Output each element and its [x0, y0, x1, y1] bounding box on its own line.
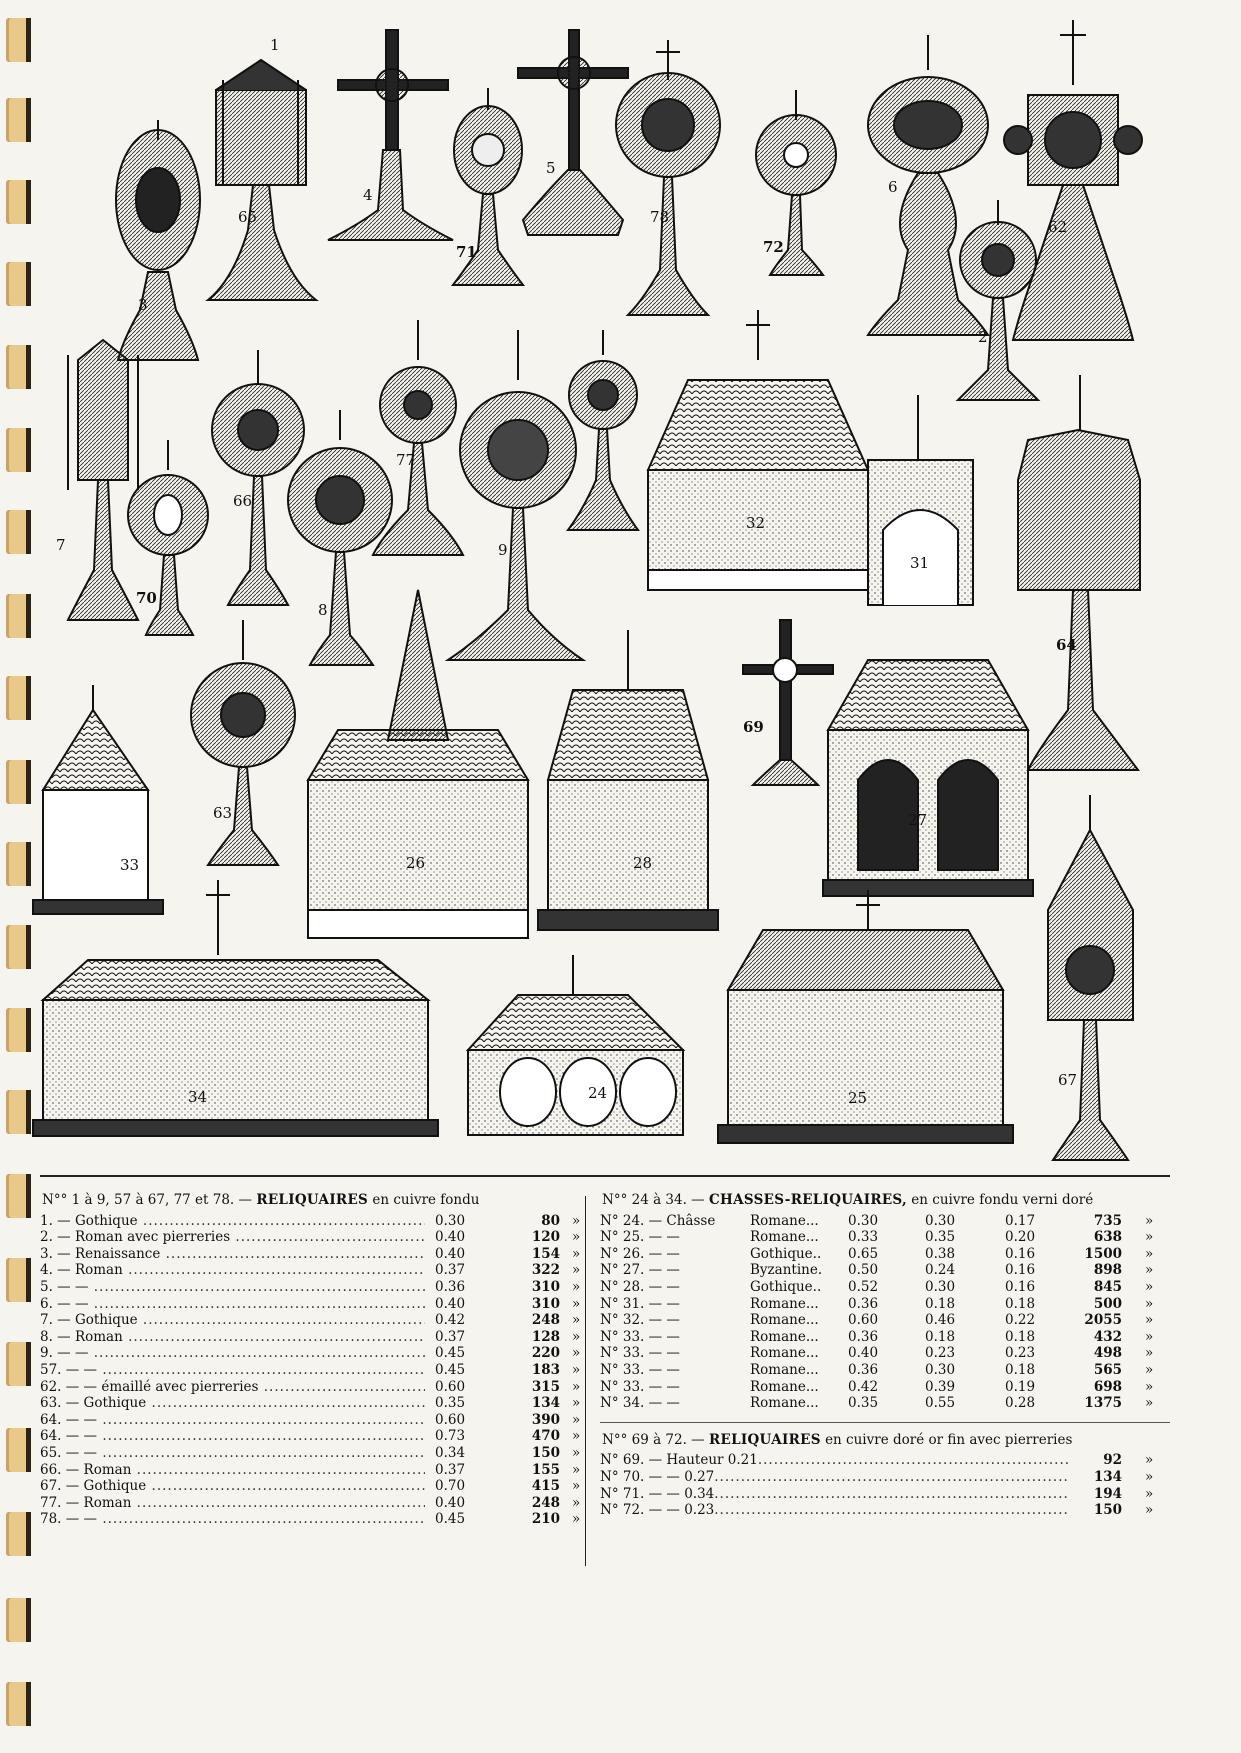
item-width: 0.22 — [1005, 1312, 1036, 1329]
item-mark: » — [1145, 1361, 1154, 1378]
item-mark: » — [572, 1395, 581, 1412]
item-price: 565 — [1093, 1361, 1122, 1378]
item-length: 0.18 — [925, 1328, 956, 1345]
price-tables — [40, 1192, 1170, 1572]
fig-number-33: 33 — [120, 856, 140, 874]
item-price: 150 — [531, 1444, 560, 1461]
fig-number-77: 77 — [396, 451, 416, 469]
chasse-33 — [33, 685, 163, 914]
item-dimension: 0.45 — [435, 1345, 466, 1362]
item-dimension: 0.37 — [435, 1262, 466, 1279]
item-style: Romane... — [750, 1212, 819, 1229]
item-price: 150 — [1093, 1502, 1122, 1519]
item-number: N° 28. — — — [600, 1278, 680, 1295]
item-label: 7. — Gothique ..... — [40, 1312, 425, 1329]
item-price: 638 — [1093, 1229, 1122, 1246]
table-row — [600, 1486, 1170, 1503]
item-dimension: 0.40 — [435, 1295, 466, 1312]
item-style: Gothique.. — [750, 1278, 822, 1295]
fig-number-69: 69 — [743, 718, 764, 736]
item-mark: » — [572, 1212, 581, 1229]
table-row — [600, 1312, 1170, 1329]
chasse-32 — [648, 310, 868, 590]
item-length: 0.38 — [925, 1245, 956, 1262]
item-price: 500 — [1093, 1295, 1122, 1312]
item-dimension: 0.60 — [435, 1378, 466, 1395]
chasse-27 — [823, 660, 1033, 896]
item-price: 1375 — [1084, 1395, 1122, 1412]
item-price: 248 — [531, 1494, 560, 1511]
item-price: 315 — [531, 1378, 560, 1395]
item-mark: » — [572, 1312, 581, 1329]
table-row — [40, 1428, 585, 1445]
item-number: N° 25. — — — [600, 1229, 680, 1246]
item-label: 5. — — ..... — [40, 1279, 425, 1296]
table-row — [40, 1412, 585, 1429]
item-price: 845 — [1093, 1278, 1122, 1295]
reliquary-9 — [448, 330, 583, 660]
item-price: 248 — [531, 1312, 560, 1329]
item-height: 0.40 — [848, 1345, 879, 1362]
item-mark: » — [572, 1428, 581, 1445]
item-number: N° 24. — Châsse — [600, 1212, 716, 1229]
item-label: 67. — Gothique ..... — [40, 1478, 425, 1495]
item-price: 310 — [531, 1278, 560, 1295]
cross-69 — [743, 620, 833, 785]
item-mark: » — [572, 1229, 581, 1246]
table-row — [40, 1495, 585, 1512]
table-row — [600, 1296, 1170, 1313]
item-mark: » — [1145, 1229, 1154, 1246]
item-number: N° 26. — — — [600, 1245, 680, 1262]
item-price: 310 — [531, 1295, 560, 1312]
item-style: Romane... — [750, 1361, 819, 1378]
item-style: Romane... — [750, 1295, 819, 1312]
item-mark: » — [572, 1345, 581, 1362]
fig-number-9: 9 — [498, 541, 508, 559]
table-row — [40, 1345, 585, 1362]
reliquary-6 — [868, 35, 988, 335]
fig-number-1: 1 — [270, 36, 280, 54]
item-length: 0.24 — [925, 1262, 956, 1279]
item-price: 80 — [541, 1212, 560, 1229]
item-style: Byzantine. — [750, 1262, 823, 1279]
fig-number-6: 6 — [888, 178, 898, 196]
item-dimension: 0.73 — [435, 1428, 466, 1445]
fig-number-65: 65 — [238, 208, 258, 226]
reliquary-5 — [518, 30, 628, 235]
item-height: 0.60 — [848, 1312, 879, 1329]
item-height: 0.42 — [848, 1378, 879, 1395]
item-price: 470 — [531, 1428, 560, 1445]
table-row — [40, 1511, 585, 1528]
reliquary-8 — [288, 410, 392, 665]
item-number: N° 32. — — — [600, 1312, 680, 1329]
item-label: 63. — Gothique ..... — [40, 1395, 425, 1412]
item-mark: » — [572, 1444, 581, 1461]
fig-number-2: 2 — [978, 328, 988, 346]
fig-number-26: 26 — [406, 854, 426, 872]
item-mark: » — [1145, 1502, 1154, 1519]
item-mark: » — [572, 1461, 581, 1478]
table-row — [40, 1445, 585, 1462]
reliquary-65 — [208, 60, 316, 300]
item-dimension: 0.30 — [435, 1212, 466, 1229]
table-row — [600, 1262, 1170, 1279]
item-price: 92 — [1103, 1452, 1122, 1469]
item-height: 0.65 — [848, 1245, 879, 1262]
chasses-table — [600, 1192, 1170, 1519]
item-price: 220 — [531, 1345, 560, 1362]
item-width: 0.20 — [1005, 1229, 1036, 1246]
fig-number-4: 4 — [363, 186, 373, 204]
table-row — [40, 1478, 585, 1495]
item-height: 0.35 — [848, 1395, 879, 1412]
item-mark: » — [1145, 1295, 1154, 1312]
table-row — [40, 1279, 585, 1296]
table-row — [600, 1229, 1170, 1246]
item-label: 6. — — ..... — [40, 1296, 425, 1313]
item-label: 78. — — ..... — [40, 1511, 425, 1528]
table-row — [600, 1345, 1170, 1362]
reliquary-67 — [1048, 795, 1133, 1160]
item-dimension: 0.45 — [435, 1511, 466, 1528]
item-price: 134 — [531, 1395, 560, 1412]
item-length: 0.39 — [925, 1378, 956, 1395]
table-row — [600, 1362, 1170, 1379]
column-divider — [585, 1196, 586, 1566]
item-label: N° 70. — — 0.27 ..... — [600, 1469, 1070, 1486]
item-mark: » — [572, 1328, 581, 1345]
item-dimension: 0.34 — [435, 1444, 466, 1461]
item-height: 0.50 — [848, 1262, 879, 1279]
item-price: 390 — [531, 1411, 560, 1428]
table-row — [40, 1213, 585, 1230]
fig-number-71: 71 — [456, 243, 477, 261]
item-mark: » — [572, 1245, 581, 1262]
engraving-plate — [28, 10, 1178, 1165]
item-height: 0.36 — [848, 1295, 879, 1312]
item-label: 62. — — émaillé avec pierreries ..... — [40, 1379, 425, 1396]
item-label: 57. — — ..... — [40, 1362, 425, 1379]
item-height: 0.36 — [848, 1328, 879, 1345]
fig-number-70: 70 — [136, 589, 157, 607]
table-row — [40, 1329, 585, 1346]
item-mark: » — [572, 1378, 581, 1395]
item-width: 0.23 — [1005, 1345, 1036, 1362]
fig-number-72: 72 — [763, 238, 784, 256]
item-length: 0.55 — [925, 1395, 956, 1412]
table-row — [40, 1379, 585, 1396]
item-price: 322 — [531, 1262, 560, 1279]
item-style: Romane... — [750, 1395, 819, 1412]
item-width: 0.17 — [1005, 1212, 1036, 1229]
item-length: 0.30 — [925, 1361, 956, 1378]
chasse-31 — [868, 395, 973, 605]
item-length: 0.30 — [925, 1212, 956, 1229]
item-label: 9. — — ..... — [40, 1345, 425, 1362]
table-row — [40, 1229, 585, 1246]
gilt-heading: N°° 69 à 72. — RELIQUAIRES en cuivre doré or fin avec pierreries — [602, 1431, 1073, 1448]
item-width: 0.18 — [1005, 1295, 1036, 1312]
item-style: Romane... — [750, 1312, 819, 1329]
reliquary-7 — [68, 340, 138, 620]
item-label: N° 72. — — 0.23 ..... — [600, 1502, 1070, 1519]
item-mark: » — [1145, 1312, 1154, 1329]
table-row — [40, 1262, 585, 1279]
item-number: N° 33. — — — [600, 1345, 680, 1362]
item-width: 0.18 — [1005, 1361, 1036, 1378]
fig-number-32: 32 — [746, 514, 766, 532]
item-style: Romane... — [750, 1378, 819, 1395]
item-price: 1500 — [1084, 1245, 1122, 1262]
item-number: N° 33. — — — [600, 1361, 680, 1378]
reliquary-1 — [568, 330, 638, 530]
reliquary-3 — [116, 120, 200, 360]
item-height: 0.52 — [848, 1278, 879, 1295]
item-dimension: 0.40 — [435, 1494, 466, 1511]
item-price: 183 — [531, 1361, 560, 1378]
reliquary-66 — [212, 350, 304, 605]
item-number: N° 33. — — — [600, 1378, 680, 1395]
reliquary-4 — [328, 30, 453, 240]
item-price: 432 — [1093, 1328, 1122, 1345]
fig-number-66: 66 — [233, 492, 253, 510]
reliquaires-table — [40, 1192, 585, 1528]
section-rule — [600, 1422, 1170, 1424]
item-mark: » — [1145, 1262, 1154, 1279]
item-price: 2055 — [1084, 1312, 1122, 1329]
fig-number-62: 62 — [1048, 218, 1068, 236]
item-width: 0.16 — [1005, 1262, 1036, 1279]
item-mark: » — [572, 1494, 581, 1511]
fig-number-5: 5 — [546, 159, 556, 177]
item-label: 2. — Roman avec pierreries ..... — [40, 1229, 425, 1246]
chasses-heading: N°° 24 à 34. — CHASSES-RELIQUAIRES, en cuivre fondu verni doré — [602, 1192, 1094, 1208]
table-row — [600, 1469, 1170, 1486]
item-mark: » — [572, 1278, 581, 1295]
item-mark: » — [1145, 1212, 1154, 1229]
item-mark: » — [572, 1411, 581, 1428]
item-style: Romane... — [750, 1345, 819, 1362]
table-row — [40, 1395, 585, 1412]
item-mark: » — [1145, 1278, 1154, 1295]
item-label: 66. — Roman ..... — [40, 1462, 425, 1479]
item-height: 0.36 — [848, 1361, 879, 1378]
item-dimension: 0.45 — [435, 1361, 466, 1378]
item-mark: » — [1145, 1345, 1154, 1362]
item-label: 3. — Renaissance ..... — [40, 1246, 425, 1263]
item-mark: » — [1145, 1245, 1154, 1262]
item-price: 120 — [531, 1229, 560, 1246]
item-price: 698 — [1093, 1378, 1122, 1395]
table-row — [600, 1452, 1170, 1469]
item-label: N° 69. — Hauteur 0.21 ..... — [600, 1452, 1070, 1469]
table-row — [40, 1362, 585, 1379]
item-label: 64. — — ..... — [40, 1412, 425, 1429]
item-height: 0.30 — [848, 1212, 879, 1229]
table-row — [600, 1502, 1170, 1519]
reliquary-78 — [616, 40, 720, 315]
item-number: N° 31. — — — [600, 1295, 680, 1312]
item-mark: » — [572, 1262, 581, 1279]
fig-number-64: 64 — [1056, 636, 1077, 654]
fig-number-25: 25 — [848, 1089, 868, 1107]
item-mark: » — [1145, 1378, 1154, 1395]
table-row — [40, 1462, 585, 1479]
item-number: N° 33. — — — [600, 1328, 680, 1345]
item-number: N° 27. — — — [600, 1262, 680, 1279]
item-label: 4. — Roman ..... — [40, 1262, 425, 1279]
item-dimension: 0.60 — [435, 1411, 466, 1428]
item-dimension: 0.40 — [435, 1245, 466, 1262]
item-height: 0.33 — [848, 1229, 879, 1246]
item-label: 65. — — ..... — [40, 1445, 425, 1462]
item-dimension: 0.37 — [435, 1461, 466, 1478]
table-row — [600, 1379, 1170, 1396]
item-width: 0.16 — [1005, 1245, 1036, 1262]
item-price: 735 — [1093, 1212, 1122, 1229]
reliquary-63 — [191, 620, 295, 865]
fig-number-24: 24 — [588, 1084, 608, 1102]
table-top-rule — [40, 1175, 1170, 1177]
item-price: 498 — [1093, 1345, 1122, 1362]
item-price: 134 — [1093, 1468, 1122, 1485]
reliquaires-heading: N°° 1 à 9, 57 à 67, 77 et 78. — RELIQUAIRES en cuivre fondu — [42, 1192, 480, 1208]
item-price: 194 — [1093, 1485, 1122, 1502]
item-label: 64. — — ..... — [40, 1428, 425, 1445]
fig-number-27: 27 — [908, 811, 928, 829]
item-dimension: 0.36 — [435, 1278, 466, 1295]
item-mark: » — [1145, 1328, 1154, 1345]
item-mark: » — [572, 1295, 581, 1312]
item-price: 155 — [531, 1461, 560, 1478]
item-length: 0.30 — [925, 1278, 956, 1295]
item-price: 210 — [531, 1511, 560, 1528]
item-mark: » — [1145, 1468, 1154, 1485]
item-width: 0.16 — [1005, 1278, 1036, 1295]
item-price: 898 — [1093, 1262, 1122, 1279]
fig-number-34: 34 — [188, 1088, 208, 1106]
item-mark: » — [1145, 1485, 1154, 1502]
item-mark: » — [1145, 1452, 1154, 1469]
table-row — [600, 1213, 1170, 1230]
fig-number-8: 8 — [318, 601, 328, 619]
item-style: Romane... — [750, 1328, 819, 1345]
fig-number-7: 7 — [56, 536, 66, 554]
item-label: 77. — Roman ..... — [40, 1495, 425, 1512]
item-length: 0.18 — [925, 1295, 956, 1312]
table-row — [40, 1246, 585, 1263]
fig-number-67: 67 — [1058, 1071, 1078, 1089]
fig-number-78: 78 — [650, 208, 670, 226]
item-mark: » — [572, 1511, 581, 1528]
chasse-28 — [538, 630, 718, 930]
item-label: 1. — Gothique ..... — [40, 1213, 425, 1230]
item-dimension: 0.40 — [435, 1229, 466, 1246]
fig-number-31: 31 — [910, 554, 930, 572]
fig-number-3: 3 — [138, 296, 148, 314]
table-row — [600, 1395, 1170, 1412]
item-mark: » — [572, 1478, 581, 1495]
item-width: 0.18 — [1005, 1328, 1036, 1345]
item-price: 415 — [531, 1478, 560, 1495]
item-style: Romane... — [750, 1229, 819, 1246]
table-row — [600, 1246, 1170, 1263]
item-width: 0.28 — [1005, 1395, 1036, 1412]
table-row — [40, 1296, 585, 1313]
fig-number-63: 63 — [213, 804, 233, 822]
table-row — [40, 1312, 585, 1329]
item-mark: » — [1145, 1395, 1154, 1412]
item-price: 154 — [531, 1245, 560, 1262]
fig-number-28: 28 — [633, 854, 653, 872]
item-label: N° 71. — — 0.34 ..... — [600, 1486, 1070, 1503]
item-label: 8. — Roman ..... — [40, 1329, 425, 1346]
item-dimension: 0.70 — [435, 1478, 466, 1495]
item-length: 0.35 — [925, 1229, 956, 1246]
item-style: Gothique.. — [750, 1245, 822, 1262]
item-length: 0.46 — [925, 1312, 956, 1329]
item-price: 128 — [531, 1328, 560, 1345]
reliquary-64 — [1018, 375, 1140, 770]
item-number: N° 34. — — — [600, 1395, 680, 1412]
item-dimension: 0.37 — [435, 1328, 466, 1345]
item-mark: » — [572, 1361, 581, 1378]
item-width: 0.19 — [1005, 1378, 1036, 1395]
chasse-24 — [468, 955, 683, 1135]
reliquary-62 — [1004, 20, 1142, 340]
table-row — [600, 1279, 1170, 1296]
item-length: 0.23 — [925, 1345, 956, 1362]
item-dimension: 0.42 — [435, 1312, 466, 1329]
table-row — [600, 1329, 1170, 1346]
item-dimension: 0.35 — [435, 1395, 466, 1412]
